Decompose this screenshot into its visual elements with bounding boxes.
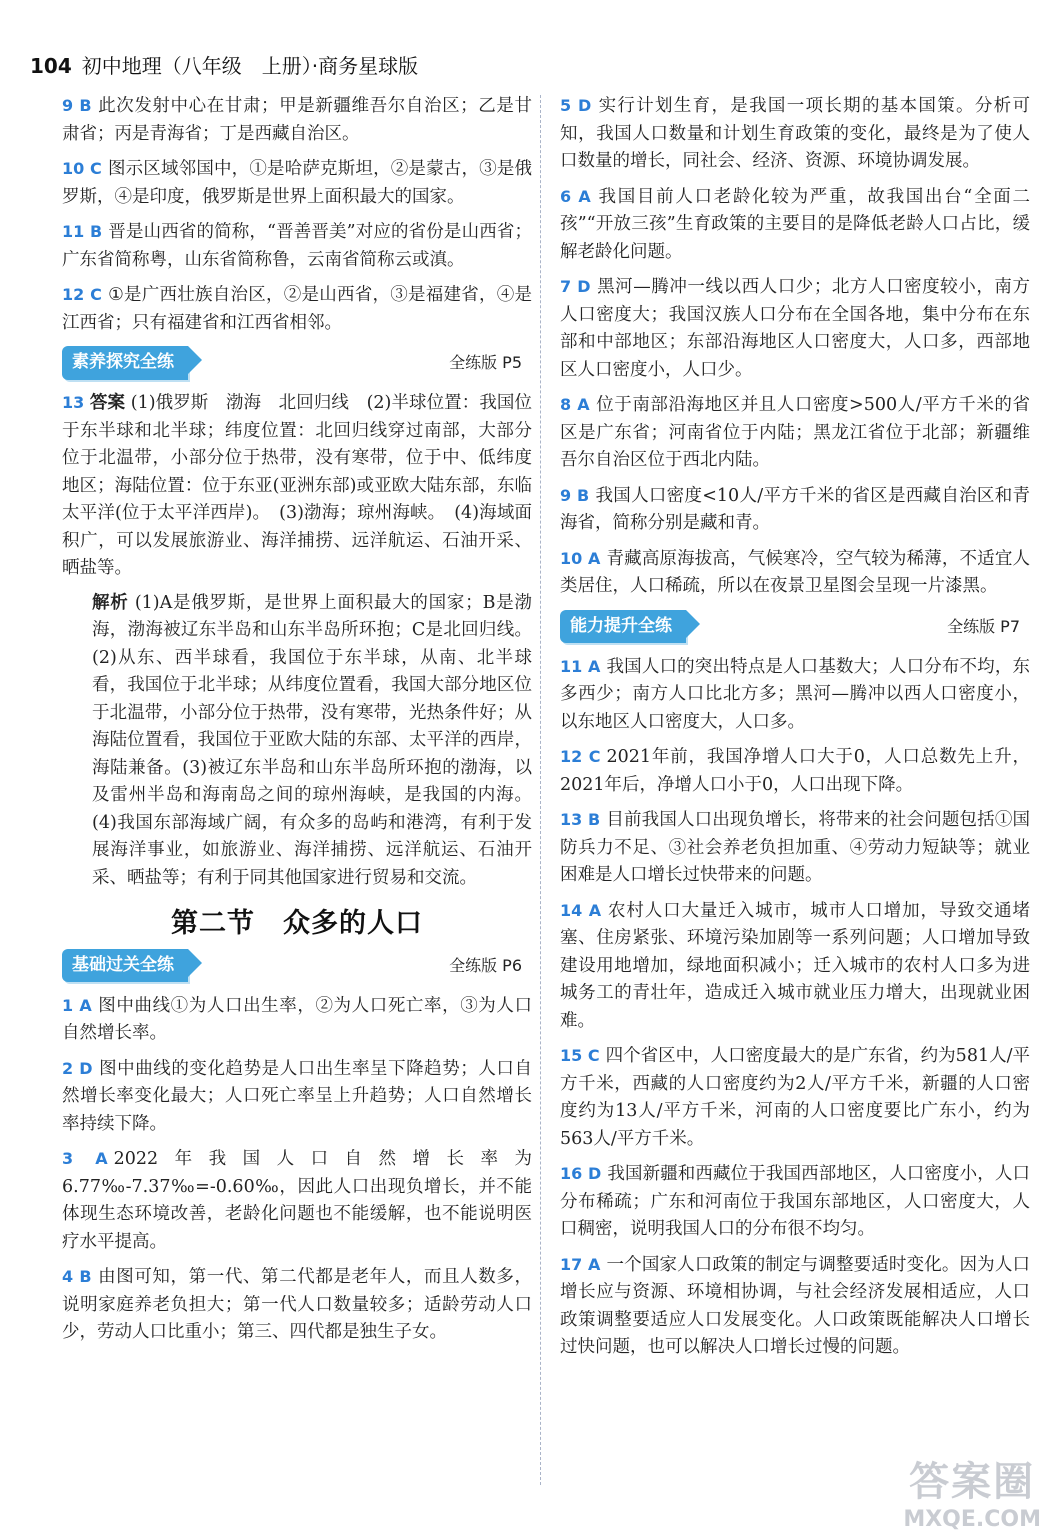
question-number: 10 [62,159,85,178]
answer-choice: C [90,285,102,304]
section-title: 第二节 众多的人口 [171,908,423,939]
explanation-text: 四个省区中，人口密度最大的是广东省，约为581人/平方千米，西藏的人口密度约为2人/平方千米，新疆的人口密度约为13人/平方千米，河南的人口密度要比广东小，约为563人/平方千米。 [560,1046,1030,1149]
explanation-text: 位于南部沿海地区并且人口密度>500人/平方千米的省区是广东省；河南省位于内陆；黑龙江省位于北部；新疆维吾尔自治区位于西北内陆。 [560,395,1030,470]
answer-item [62,218,532,274]
question-number: 11 [62,222,85,241]
explanation-text: ①是广西壮族自治区，②是山西省，③是福建省，④是江西省；只有福建省和江西省相邻。 [62,285,532,333]
question-number: 17 [560,1254,583,1274]
question-number: 3 [62,1149,74,1168]
answer-item [560,653,1030,737]
section-ref: 全练版 P5 [449,353,522,373]
book-title: 初中地理（八年级 上册）·商务星球版 [81,54,419,78]
explanation-text: 2022年我国人口自然增长率为6.77‰-7.37‰=-0.60‰，因此人口出现负增长，并不能体现生态环境改善，老龄化问题也不能缓解，也不能说明医疗水平提高。 [62,1149,532,1252]
explanation-text: 晋是山西省的简称，“晋善晋美”对应的省份是山西省；广东省简称粤，山东省简称鲁，云南省简称云或滇。 [62,222,532,270]
answer-choice: D [577,277,591,296]
answer-choice: B [588,810,601,829]
explanation-text: 一个国家人口政策的制定与调整要适时变化。因为人口增长应与资源、环境相协调，与社会经济发展相适应，人口政策调整要适应人口发展变化。人口政策既能解决人口增长过快问题，也可以解决人口增长过慢的问题。 [560,1254,1030,1357]
answer-choice: A [587,1254,601,1274]
answer-item [560,1160,1030,1244]
explanation-text: 图中曲线①为人口出生率，②为人口死亡率，③为人口自然增长率。 [62,995,532,1043]
answer-choice: B [79,96,92,115]
explanation-text: 此次发射中心在甘肃；甲是新疆维吾尔自治区；乙是甘肃省；丙是青海省；丁是西藏自治区。 [62,96,532,144]
page-header [30,50,418,79]
section-tag: 素养探究全练 [62,346,188,380]
question-number: 12 [62,285,85,304]
page-number: 104 [30,54,72,78]
answer-item [62,1055,532,1139]
answer-item [560,545,1030,601]
question-number: 16 [560,1164,583,1183]
answer-choice: A [587,548,601,568]
answer-text: (1)俄罗斯 渤海 北回归线 (2)半球位置：我国位于东半球和北半球；纬度位置：北回归线穿过南部，大部分位于北温带，小部分位于热带，没有寒带，位于中、低纬度地区；海陆位置：位于东亚(亚洲东部)或亚欧大陆东部，东临太平洋(位于太平洋西岸)。 (3)渤海；琼州海峡。 (4)海域面积广，可以发展旅游业、海洋捕捞、远洋航运、石油开采、晒盐等。 [62,393,533,578]
answer-choice: D [79,1058,93,1078]
answer-item [62,92,532,148]
answer-item [62,281,532,337]
answer-choice: C [588,747,601,766]
watermark-logo-text: 答案圈 [909,1459,1036,1505]
explanation-text: 由图可知，第一代、第二代都是老年人，而且人数多，说明家庭养老负担大；第一代人口数量较多；适龄劳动人口少，劳动人口比重小；第三、四代都是独生子女。 [62,1267,532,1342]
question-number: 10 [560,548,583,568]
answer-item [560,273,1030,384]
answer-choice: A [95,1149,108,1168]
answer-item [62,992,532,1048]
section-tag: 基础过关全练 [62,949,188,983]
answer-choice: A [587,656,601,676]
explanation-text: 实行计划生育，是我国一项长期的基本国策。分析可知，我国人口数量和计划生育政策的变化，最终是为了使人口数量的增长，同社会、经济、资源、环境协调发展。 [560,96,1030,171]
answer-item [560,1042,1030,1153]
section-ref: 全练版 P7 [947,616,1020,636]
answer-item [560,183,1030,267]
answer-choice: C [587,1046,600,1065]
question-number: 11 [560,656,583,676]
answer-choice: A [79,995,92,1015]
left-answer-list-a [62,92,532,337]
answer-choice: B [79,1267,92,1286]
section-tag: 能力提升全练 [560,610,686,644]
explanation-text: 我国人口密度<10人/平方千米的省区是西藏自治区和青海省，简称分别是藏和青。 [560,485,1030,533]
answer-item [560,897,1030,1036]
question-number: 9 [62,96,74,115]
answer-choice: A [577,395,590,414]
right-answer-list-b [560,653,1030,1362]
question-number: 13 [62,393,85,412]
question-number: 12 [560,747,583,766]
question-number: 7 [560,277,572,296]
answer-item [560,806,1030,890]
section-bar-jichu [62,950,532,982]
answer-choice: A [588,900,602,920]
explanation-text: 图中曲线的变化趋势是人口出生率呈下降趋势；人口自然增长率变化最大；人口死亡率呈上升趋势；人口自然增长率持续下降。 [62,1058,532,1134]
explanation-text: 黑河—腾冲一线以西人口少；北方人口密度较小，南方人口密度大；我国汉族人口分布在全国各地，集中分布在东部和中部地区；东部沿海地区人口密度大，人口多，西部地区人口密度小，人口少。 [560,277,1030,380]
explanation-text: 目前我国人口出现负增长，将带来的社会问题包括①国防兵力不足、③社会养老负担加重、④劳动力短缺等；就业困难是人口增长过快带来的问题。 [560,810,1030,885]
question-13 [62,389,532,583]
question-number: 5 [560,96,572,115]
watermark [903,1450,1041,1532]
question-number: 9 [560,485,572,505]
explanation-text: 青藏高原海拔高，气候寒冷，空气较为稀薄，不适宜人类居住，人口稀疏，所以在夜景卫星图会呈现一片漆黑。 [560,548,1030,596]
section-bar-nengli [560,611,1030,643]
question-13-analysis [62,590,532,893]
answer-item [560,391,1030,475]
answer-item [560,1251,1030,1362]
question-number: 1 [62,995,74,1015]
watermark-url: MXQE.COM [903,1507,1041,1532]
explanation-text: 我国人口的突出特点是人口基数大；人口分布不均，东多西少；南方人口比北方多；黑河—腾冲以西人口密度小，以东地区人口密度大，人口多。 [560,656,1030,732]
left-column [62,92,532,1354]
question-number: 6 [560,186,572,206]
explanation-text: 农村人口大量迁入城市，城市人口增加，导致交通堵塞、住房紧张、环境污染加剧等一系列问题；人口增加导致建设用地增加，绿地面积减小；迁入城市的农村人口多为进城务工的青壮年，造成迁入城市就业压力增大，出现就业困难。 [560,900,1030,1031]
answer-item [560,743,1030,799]
section-bar-suyang [62,347,532,379]
right-column [560,92,1030,1369]
answer-choice: D [578,96,592,115]
explanation-text: 2021年前，我国净增人口大于0，人口总数先上升，2021年后，净增人口小于0，人口出现下降。 [560,747,1030,795]
analysis-label: 解析 [92,592,129,613]
answer-item [62,1145,532,1256]
answer-choice: C [90,159,102,178]
question-number: 2 [62,1058,74,1078]
right-answer-list-a [560,92,1030,601]
answer-item [62,155,532,211]
analysis-text: (1)A是俄罗斯，是世界上面积最大的国家；B是渤海，渤海被辽东半岛和山东半岛所环抱；C是北回归线。(2)从东、西半球看，我国位于东半球，从南、北半球看，我国位于北半球；从纬度位置看，我国大部分地区位于北温带，小部分位于热带，没有寒带，光热条件好；从海陆位置看，我国位于亚欧大陆的东部、太平洋的西岸，海陆兼备。(3)被辽东半岛和山东半岛所环抱的渤海，以及雷州半岛和海南岛之间的琼州海峡，是我国的内海。(4)我国东部海域广阔，有众多的岛屿和港湾，有利于发展海洋事业，如旅游业、海洋捕捞、远洋航运、石油开采、晒盐等；有利于同其他国家进行贸易和交流。 [92,592,532,888]
answer-choice: B [577,485,590,505]
answer-choice: D [587,1164,602,1183]
question-number: 13 [560,810,583,829]
question-number: 8 [560,395,572,414]
column-divider [540,95,541,1485]
explanation-text: 我国新疆和西藏位于我国西部地区，人口密度小，人口分布稀疏；广东和河南位于我国东部地区，人口密度大，人口稠密，说明我国人口的分布很不均匀。 [560,1164,1030,1239]
explanation-text: 图示区域邻国中，①是哈萨克斯坦，②是蒙古，③是俄罗斯，④是印度，俄罗斯是世界上面积最大的国家。 [62,159,532,207]
question-number: 14 [560,900,583,920]
answer-label: 答案 [89,393,126,413]
question-number: 4 [62,1267,74,1286]
answer-item [62,1263,532,1347]
section-ref: 全练版 P6 [449,955,522,975]
answer-choice: A [578,186,591,206]
question-number: 15 [560,1046,583,1065]
answer-item [560,482,1030,538]
left-answer-list-b [62,992,532,1347]
answer-choice: B [89,222,103,241]
answer-item [560,92,1030,176]
explanation-text: 我国目前人口老龄化较为严重，故我国出台“全面二孩”“开放三孩”生育政策的主要目的是降低老龄人口占比，缓解老龄化问题。 [560,186,1030,262]
